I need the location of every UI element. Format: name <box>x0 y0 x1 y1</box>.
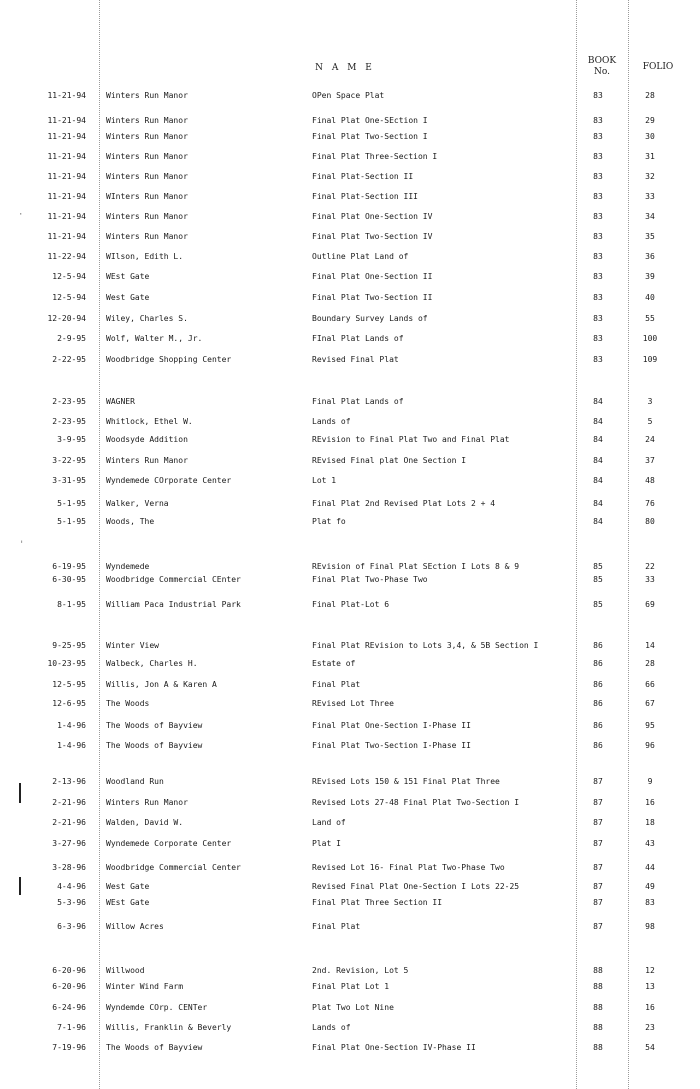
entry-name: Walbeck, Charles H. <box>106 659 198 668</box>
entry-folio: 95 <box>645 721 655 730</box>
entry-folio: 14 <box>645 641 655 650</box>
entry-date: 5-1-95 <box>57 517 86 526</box>
table-row <box>0 657 700 671</box>
entry-name: WEst Gate <box>106 898 150 907</box>
entry-description: REvision of Final Plat SEction I Lots 8 & 9 <box>312 562 520 571</box>
entry-date: 12-5-94 <box>52 293 86 302</box>
table-row <box>0 291 700 305</box>
entry-date: 12-5-94 <box>52 272 86 281</box>
entry-description: Final Plat Two-Section II <box>312 293 433 302</box>
entry-description: OPen Space Plat <box>312 91 385 100</box>
entry-book: 84 <box>593 456 603 465</box>
entry-folio: 12 <box>645 966 655 975</box>
entry-folio: 33 <box>645 192 655 201</box>
entry-name: Walker, Verna <box>106 499 169 508</box>
entry-name: Woodland Run <box>106 777 164 786</box>
header-folio: FOLIO <box>642 62 674 72</box>
table-row <box>0 573 700 587</box>
entry-name: WAGNER <box>106 397 135 406</box>
entry-date: 11-21-94 <box>47 132 86 141</box>
entry-book: 84 <box>593 417 603 426</box>
entry-date: 11-21-94 <box>47 116 86 125</box>
entry-folio: 28 <box>645 91 655 100</box>
entry-folio: 5 <box>647 417 653 426</box>
entry-folio: 96 <box>645 741 655 750</box>
entry-book: 86 <box>593 721 603 730</box>
table-row <box>0 739 700 753</box>
entry-description: Lands of <box>312 417 351 426</box>
entry-book: 87 <box>593 863 603 872</box>
table-row <box>0 964 700 978</box>
entry-book: 86 <box>593 659 603 668</box>
entry-date: 2-23-95 <box>52 417 86 426</box>
entry-book: 83 <box>593 314 603 323</box>
header-book-line1: BOOK <box>587 56 617 66</box>
entry-folio: 24 <box>645 435 655 444</box>
table-row <box>0 980 700 994</box>
entry-name: Winters Run Manor <box>106 91 188 100</box>
entry-description: Lot 1 <box>312 476 337 485</box>
entry-folio: 36 <box>645 252 655 261</box>
entry-book: 83 <box>593 172 603 181</box>
entry-folio: 32 <box>645 172 655 181</box>
table-row <box>0 415 700 429</box>
entry-date: 6-20-96 <box>52 966 86 975</box>
entry-date: 3-27-96 <box>52 839 86 848</box>
entry-description: Final Plat Three Section II <box>312 898 443 907</box>
entry-book: 83 <box>593 272 603 281</box>
entry-book: 85 <box>593 575 603 584</box>
entry-date: 7-19-96 <box>52 1043 86 1052</box>
entry-description: Final Plat <box>312 680 361 689</box>
table-row <box>0 861 700 875</box>
entry-folio: 67 <box>645 699 655 708</box>
header-book <box>582 56 622 78</box>
table-row <box>0 130 700 144</box>
table-row <box>0 796 700 810</box>
entry-folio: 109 <box>642 355 658 364</box>
table-row <box>0 896 700 910</box>
entry-name: Woodbridge Commercial Center <box>106 863 241 872</box>
table-row <box>0 1041 700 1055</box>
table-row <box>0 775 700 789</box>
entry-description: Final Plat <box>312 922 361 931</box>
entry-name: Woods, The <box>106 517 155 526</box>
entry-name: Winters Run Manor <box>106 152 188 161</box>
entry-name: Winter Wind Farm <box>106 982 184 991</box>
entry-book: 88 <box>593 1043 603 1052</box>
table-row <box>0 230 700 244</box>
entry-description: Final Plat Three-Section I <box>312 152 438 161</box>
entry-description: Lands of <box>312 1023 351 1032</box>
entry-folio: 23 <box>645 1023 655 1032</box>
entry-folio: 44 <box>645 863 655 872</box>
entry-name: Wiley, Charles S. <box>106 314 188 323</box>
entry-date: 5-1-95 <box>57 499 86 508</box>
entry-date: 11-21-94 <box>47 91 86 100</box>
entry-name: Willow Acres <box>106 922 164 931</box>
entry-description: Revised Final Plat <box>312 355 399 364</box>
entry-description: Final Plat One-Section IV-Phase II <box>312 1043 476 1052</box>
entry-description: Land of <box>312 818 346 827</box>
margin-speck: ' <box>19 540 25 550</box>
entry-date: 2-22-95 <box>52 355 86 364</box>
entry-name: The Woods of Bayview <box>106 721 203 730</box>
entry-folio: 76 <box>645 499 655 508</box>
entry-book: 83 <box>593 132 603 141</box>
entry-book: 87 <box>593 777 603 786</box>
entry-name: Willwood <box>106 966 145 975</box>
entry-folio: 16 <box>645 798 655 807</box>
entry-folio: 9 <box>647 777 653 786</box>
entry-book: 87 <box>593 798 603 807</box>
entry-date: 8-1-95 <box>57 600 86 609</box>
entry-folio: 18 <box>645 818 655 827</box>
entry-folio: 37 <box>645 456 655 465</box>
entry-date: 12-5-95 <box>52 680 86 689</box>
entry-description: Final Plat 2nd Revised Plat Lots 2 + 4 <box>312 499 496 508</box>
table-row <box>0 170 700 184</box>
entry-folio: 34 <box>645 212 655 221</box>
entry-book: 83 <box>593 91 603 100</box>
entry-folio: 16 <box>645 1003 655 1012</box>
entry-description: Boundary Survey Lands of <box>312 314 428 323</box>
entry-book: 83 <box>593 212 603 221</box>
entry-date: 10-23-95 <box>47 659 86 668</box>
entry-description: Final Plat-Lot 6 <box>312 600 390 609</box>
entry-name: Winters Run Manor <box>106 212 188 221</box>
table-row <box>0 190 700 204</box>
entry-date: 11-21-94 <box>47 192 86 201</box>
entry-folio: 31 <box>645 152 655 161</box>
table-row <box>0 920 700 934</box>
entry-date: 12-20-94 <box>47 314 86 323</box>
margin-mark <box>19 877 21 895</box>
entry-folio: 33 <box>645 575 655 584</box>
entry-name: Wolf, Walter M., Jr. <box>106 334 203 343</box>
entry-book: 84 <box>593 476 603 485</box>
entry-folio: 80 <box>645 517 655 526</box>
entry-name: Winters Run Manor <box>106 798 188 807</box>
entry-book: 87 <box>593 922 603 931</box>
entry-folio: 66 <box>645 680 655 689</box>
entry-book: 88 <box>593 1003 603 1012</box>
table-row <box>0 270 700 284</box>
entry-date: 9-25-95 <box>52 641 86 650</box>
entry-name: WEst Gate <box>106 272 150 281</box>
table-row <box>0 114 700 128</box>
entry-date: 11-21-94 <box>47 172 86 181</box>
entry-date: 2-13-96 <box>52 777 86 786</box>
entry-description: REvised Final plat One Section I <box>312 456 467 465</box>
entry-name: Winter View <box>106 641 159 650</box>
table-row <box>0 332 700 346</box>
entry-book: 87 <box>593 818 603 827</box>
entry-date: 11-21-94 <box>47 232 86 241</box>
entry-book: 83 <box>593 116 603 125</box>
table-row <box>0 560 700 574</box>
entry-name: Winters Run Manor <box>106 116 188 125</box>
entry-book: 83 <box>593 334 603 343</box>
entry-description: REvised Lot Three <box>312 699 394 708</box>
entry-book: 87 <box>593 898 603 907</box>
entry-name: Wyndemde COrp. CENTer <box>106 1003 208 1012</box>
table-row <box>0 1021 700 1035</box>
entry-description: Plat I <box>312 839 341 848</box>
entry-date: 2-21-96 <box>52 818 86 827</box>
entry-name: West Gate <box>106 293 150 302</box>
entry-description: Final Plat REvision to Lots 3,4, & 5B Section I <box>312 641 539 650</box>
entry-folio: 49 <box>645 882 655 891</box>
entry-description: Plat fo <box>312 517 346 526</box>
entry-folio: 13 <box>645 982 655 991</box>
entry-book: 83 <box>593 293 603 302</box>
entry-date: 11-21-94 <box>47 212 86 221</box>
entry-name: Wyndemede COrporate Center <box>106 476 232 485</box>
entry-name: The Woods <box>106 699 150 708</box>
table-row <box>0 312 700 326</box>
entry-name: Wyndemede <box>106 562 150 571</box>
entry-description: Final Plat Lot 1 <box>312 982 390 991</box>
entry-book: 88 <box>593 1023 603 1032</box>
entry-description: Revised Lot 16- Final Plat Two-Phase Two <box>312 863 505 872</box>
table-row <box>0 697 700 711</box>
table-row <box>0 678 700 692</box>
entry-date: 6-20-96 <box>52 982 86 991</box>
entry-book: 86 <box>593 641 603 650</box>
entry-date: 11-21-94 <box>47 152 86 161</box>
entry-book: 86 <box>593 699 603 708</box>
entry-name: Willis, Jon A & Karen A <box>106 680 217 689</box>
entry-name: William Paca Industrial Park <box>106 600 241 609</box>
entry-description: Final Plat One-Section I-Phase II <box>312 721 471 730</box>
table-row <box>0 837 700 851</box>
entry-book: 83 <box>593 152 603 161</box>
entry-book: 86 <box>593 680 603 689</box>
entry-folio: 35 <box>645 232 655 241</box>
entry-folio: 98 <box>645 922 655 931</box>
entry-description: Plat Two Lot Nine <box>312 1003 394 1012</box>
entry-date: 1-4-96 <box>57 741 86 750</box>
entry-folio: 29 <box>645 116 655 125</box>
entry-book: 88 <box>593 966 603 975</box>
entry-book: 85 <box>593 562 603 571</box>
entry-folio: 69 <box>645 600 655 609</box>
entry-book: 84 <box>593 517 603 526</box>
entry-folio: 40 <box>645 293 655 302</box>
table-row <box>0 474 700 488</box>
entry-name: West Gate <box>106 882 150 891</box>
entry-name: Winters Run Manor <box>106 172 188 181</box>
entry-book: 87 <box>593 882 603 891</box>
entry-name: WIlson, Edith L. <box>106 252 184 261</box>
table-row <box>0 150 700 164</box>
entry-book: 84 <box>593 435 603 444</box>
entry-name: Walden, David W. <box>106 818 184 827</box>
entry-name: The Woods of Bayview <box>106 1043 203 1052</box>
entry-date: 2-23-95 <box>52 397 86 406</box>
entry-name: Willis, Franklin & Beverly <box>106 1023 232 1032</box>
entry-date: 6-3-96 <box>57 922 86 931</box>
entry-folio: 54 <box>645 1043 655 1052</box>
entry-book: 83 <box>593 355 603 364</box>
entry-date: 7-1-96 <box>57 1023 86 1032</box>
entry-book: 83 <box>593 232 603 241</box>
entry-description: Final Plat One-SEction I <box>312 116 428 125</box>
entry-book: 83 <box>593 192 603 201</box>
entry-date: 3-22-95 <box>52 456 86 465</box>
entry-description: Estate of <box>312 659 356 668</box>
entry-description: Final Plat Two-Section I-Phase II <box>312 741 471 750</box>
table-row <box>0 395 700 409</box>
entry-date: 1-4-96 <box>57 721 86 730</box>
margin-speck: · <box>18 210 24 220</box>
entry-name: Woodsyde Addition <box>106 435 188 444</box>
table-row <box>0 598 700 612</box>
entry-description: 2nd. Revision, Lot 5 <box>312 966 409 975</box>
table-row <box>0 880 700 894</box>
entry-date: 12-6-95 <box>52 699 86 708</box>
entry-name: WInters Run Manor <box>106 192 188 201</box>
entry-folio: 55 <box>645 314 655 323</box>
table-row <box>0 515 700 529</box>
table-row <box>0 89 700 103</box>
entry-description: Final Plat Lands of <box>312 397 404 406</box>
header-book-line2: No. <box>594 67 610 77</box>
entry-folio: 28 <box>645 659 655 668</box>
entry-book: 88 <box>593 982 603 991</box>
entry-name: Winters Run Manor <box>106 456 188 465</box>
entry-date: 3-31-95 <box>52 476 86 485</box>
entry-name: Whitlock, Ethel W. <box>106 417 193 426</box>
table-row <box>0 816 700 830</box>
table-row <box>0 210 700 224</box>
entry-description: Final Plat Two-Phase Two <box>312 575 428 584</box>
entry-description: Final Plat Two-Section I <box>312 132 428 141</box>
header-name: N A M E <box>315 63 375 73</box>
table-row <box>0 353 700 367</box>
entry-description: Revised Lots 27-48 Final Plat Two-Section I <box>312 798 520 807</box>
entry-name: Woodbridge Shopping Center <box>106 355 232 364</box>
entry-folio: 100 <box>642 334 658 343</box>
entry-description: Outline Plat Land of <box>312 252 409 261</box>
entry-folio: 22 <box>645 562 655 571</box>
entry-folio: 39 <box>645 272 655 281</box>
entry-date: 3-28-96 <box>52 863 86 872</box>
entry-date: 6-24-96 <box>52 1003 86 1012</box>
entry-date: 2-9-95 <box>57 334 86 343</box>
entry-description: Final Plat Two-Section IV <box>312 232 433 241</box>
entry-date: 11-22-94 <box>47 252 86 261</box>
entry-description: FInal Plat Lands of <box>312 334 404 343</box>
table-row <box>0 719 700 733</box>
entry-description: REvised Lots 150 & 151 Final Plat Three <box>312 777 500 786</box>
entry-folio: 3 <box>647 397 653 406</box>
entry-name: The Woods of Bayview <box>106 741 203 750</box>
entry-date: 5-3-96 <box>57 898 86 907</box>
entry-description: Revised Final Plat One-Section I Lots 22-25 <box>312 882 520 891</box>
entry-description: Final Plat One-Section IV <box>312 212 433 221</box>
entry-folio: 30 <box>645 132 655 141</box>
table-row <box>0 250 700 264</box>
entry-date: 6-19-95 <box>52 562 86 571</box>
entry-book: 83 <box>593 252 603 261</box>
table-row <box>0 1001 700 1015</box>
entry-book: 85 <box>593 600 603 609</box>
entry-date: 3-9-95 <box>57 435 86 444</box>
entry-description: Final Plat-Section II <box>312 172 414 181</box>
entry-date: 2-21-96 <box>52 798 86 807</box>
entry-book: 84 <box>593 397 603 406</box>
entry-name: Wyndemede Corporate Center <box>106 839 232 848</box>
entry-description: REvision to Final Plat Two and Final Plat <box>312 435 510 444</box>
entry-description: Final Plat-Section III <box>312 192 418 201</box>
entry-book: 87 <box>593 839 603 848</box>
entry-name: Winters Run Manor <box>106 132 188 141</box>
table-row <box>0 433 700 447</box>
entry-date: 4-4-96 <box>57 882 86 891</box>
entry-folio: 43 <box>645 839 655 848</box>
entry-description: Final Plat One-Section II <box>312 272 433 281</box>
entry-name: Woodbridge Commercial CEnter <box>106 575 241 584</box>
entry-folio: 83 <box>645 898 655 907</box>
entry-date: 6-30-95 <box>52 575 86 584</box>
entry-name: Winters Run Manor <box>106 232 188 241</box>
entry-book: 86 <box>593 741 603 750</box>
table-row <box>0 454 700 468</box>
entry-book: 84 <box>593 499 603 508</box>
table-row <box>0 497 700 511</box>
margin-mark <box>19 783 21 803</box>
entry-folio: 48 <box>645 476 655 485</box>
table-row <box>0 639 700 653</box>
